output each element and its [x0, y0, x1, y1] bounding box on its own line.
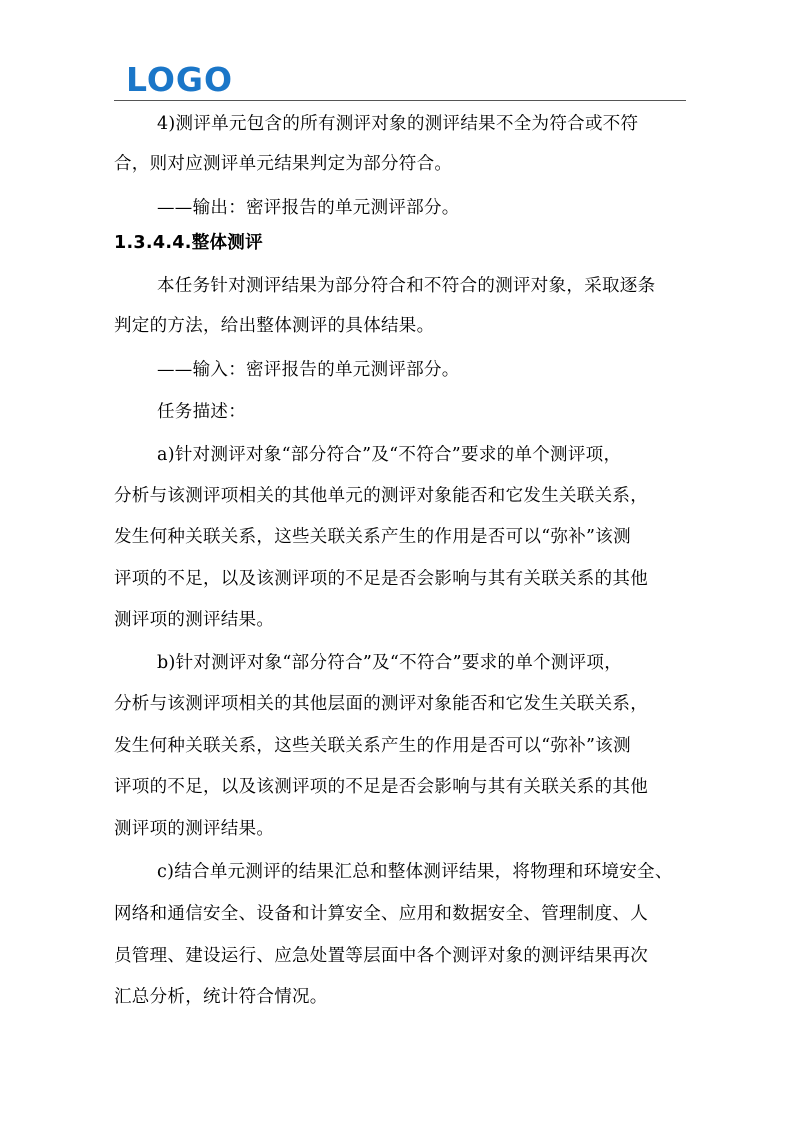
- body-line: 员管理、建设运行、应急处置等层面中各个测评对象的测评结果再次: [114, 946, 648, 966]
- body-line: 分析与该测评项相关的其他层面的测评对象能否和它发生关联关系，: [114, 694, 648, 714]
- body-line: c)结合单元测评的结果汇总和整体测评结果，将物理和环境安全、: [157, 862, 673, 882]
- header-rule: [114, 100, 686, 101]
- section-heading: 1.3.4.4.整体测评: [114, 233, 263, 253]
- body-line: 判定的方法，给出整体测评的具体结果。: [114, 316, 435, 336]
- body-line: 汇总分析，统计符合情况。: [114, 987, 328, 1007]
- body-line: 4)测评单元包含的所有测评对象的测评结果不全为符合或不符: [157, 114, 639, 134]
- body-line: 合，则对应测评单元结果判定为部分符合。: [114, 154, 453, 174]
- header-logo: LOGO: [126, 60, 234, 99]
- body-line: 分析与该测评项相关的其他单元的测评对象能否和它发生关联关系，: [114, 486, 648, 506]
- body-line: 发生何种关联关系，这些关联关系产生的作用是否可以“弥补”该测: [114, 736, 631, 756]
- body-line: 测评项的测评结果。: [114, 610, 275, 630]
- body-line: b)针对测评对象“部分符合”及“不符合”要求的单个测评项，: [157, 653, 623, 673]
- body-line: ——输出：密评报告的单元测评部分。: [157, 198, 460, 218]
- body-line: 发生何种关联关系，这些关联关系产生的作用是否可以“弥补”该测: [114, 527, 631, 547]
- body-line: 网络和通信安全、设备和计算安全、应用和数据安全、管理制度、人: [114, 904, 648, 924]
- body-line: 评项的不足，以及该测评项的不足是否会影响与其有关联关系的其他: [114, 569, 648, 589]
- body-line: 测评项的测评结果。: [114, 819, 275, 839]
- body-line: ——输入：密评报告的单元测评部分。: [157, 360, 460, 380]
- body-line: 本任务针对测评结果为部分符合和不符合的测评对象，采取逐条: [157, 276, 656, 296]
- body-line: a)针对测评对象“部分符合”及“不符合”要求的单个测评项，: [157, 445, 622, 465]
- body-line: 任务描述：: [157, 402, 246, 422]
- body-line: 评项的不足，以及该测评项的不足是否会影响与其有关联关系的其他: [114, 777, 648, 797]
